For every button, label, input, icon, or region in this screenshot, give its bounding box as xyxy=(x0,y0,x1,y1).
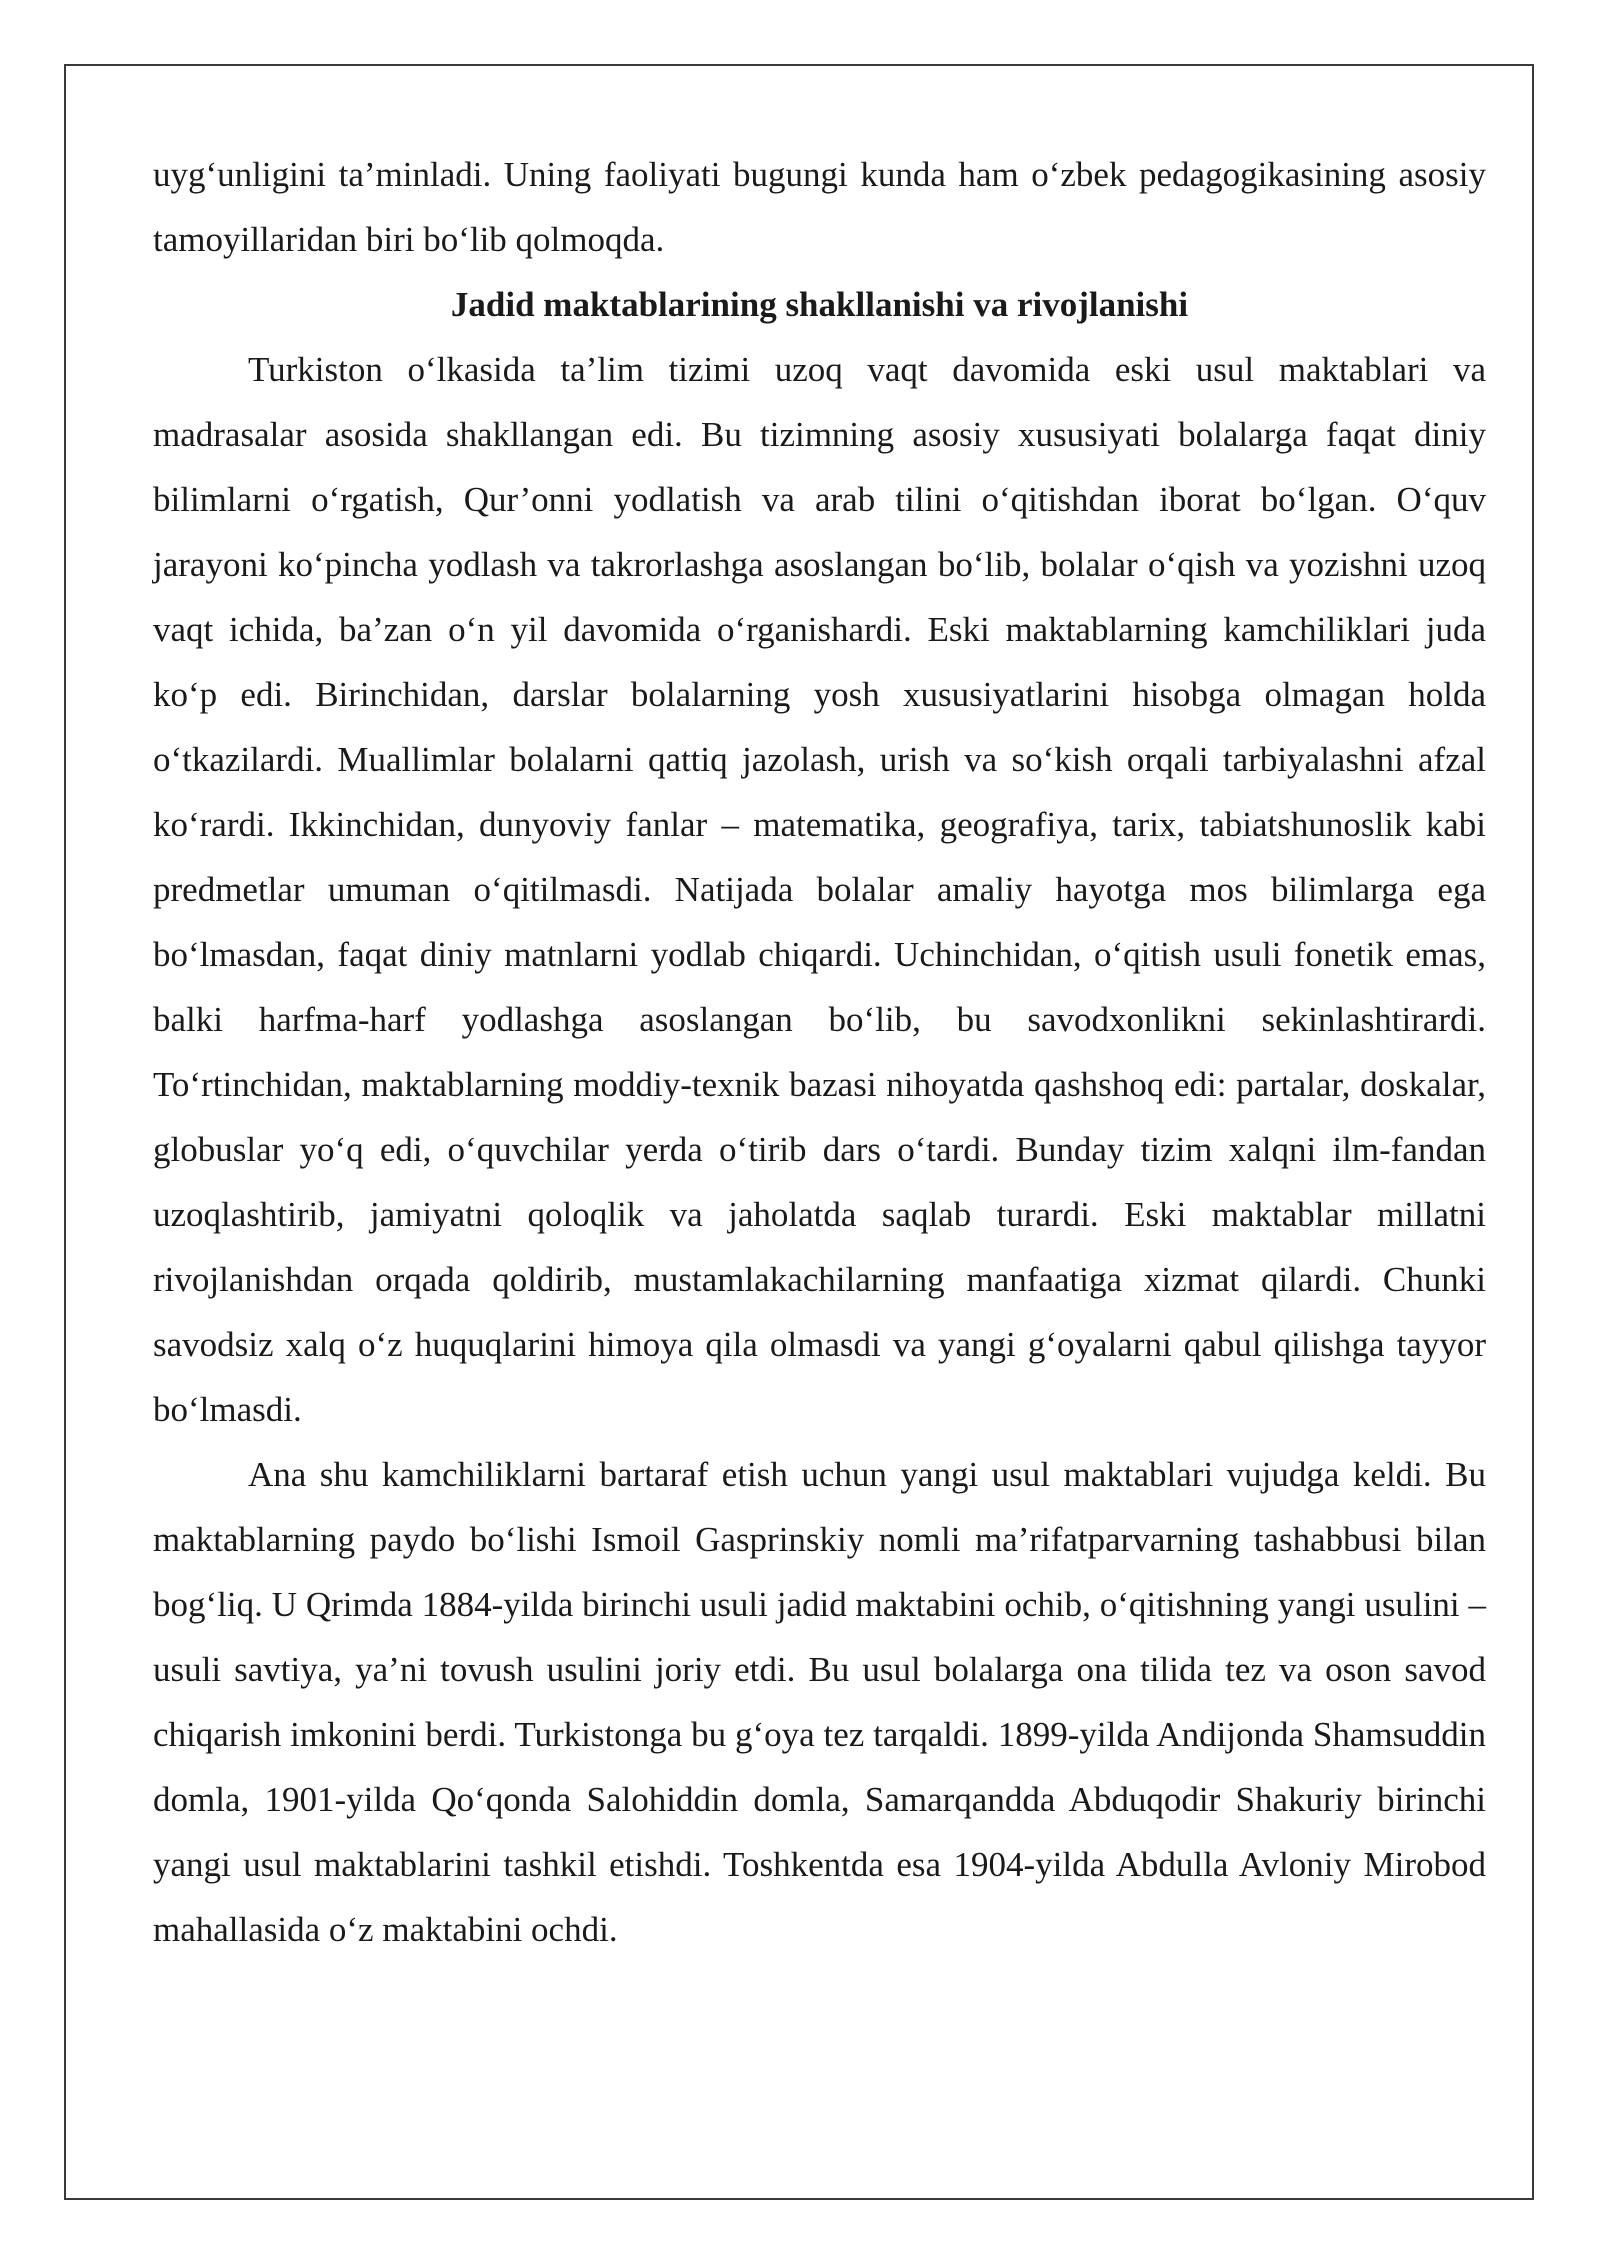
opening-paragraph: uyg‘unligini ta’minladi. Uning faoliyati bugungi kunda ham o‘zbek pedagogikasining asosiy tamoyillaridan biri bo‘lib qolmoqda. xyxy=(153,155,1486,259)
document-body xyxy=(153,142,1486,1962)
body-paragraph-2: Ana shu kamchiliklarni bartaraf etish uchun yangi usul maktablari vujudga keldi. Bu maktablarning paydo bo‘lishi Ismoil Gasprinskiy nomli ma’rifatparvarning tashabbusi bilan bog‘liq. U Qrimda 1884-yilda birinchi usuli jadid maktabini ochib, o‘qitishning yangi usulini – usuli savtiya, ya’ni tovush usulini joriy etdi. Bu usul bolalarga ona tilida tez va oson savod chiqarish imkonini berdi. Turkistonga bu g‘oya tez tarqaldi. 1899-yilda Andijonda Shamsuddin domla, 1901-yilda Qo‘qonda Salohiddin domla, Samarqandda Abduqodir Shakuriy birinchi yangi usul maktablarini tashkil etishdi. Toshkentda esa 1904-yilda Abdulla Avloniy Mirobod mahallasida o‘z maktabini ochdi. xyxy=(153,1455,1486,1949)
body-paragraph-1: Turkiston o‘lkasida ta’lim tizimi uzoq vaqt davomida eski usul maktablari va madrasalar asosida shakllangan edi. Bu tizimning asosiy xususiyati bolalarga faqat diniy bilimlarni o‘rgatish, Qur’onni yodlatish va arab tilini o‘qitishdan iborat bo‘lgan. O‘quv jarayoni ko‘pincha yodlash va takrorlashga asoslangan bo‘lib, bolalar o‘qish va yozishni uzoq vaqt ichida, ba’zan o‘n yil davomida o‘rganishardi. Eski maktablarning kamchiliklari juda ko‘p edi. Birinchidan, darslar bolalarning yosh xususiyatlarini hisobga olmagan holda o‘tkazilardi. Muallimlar bolalarni qattiq jazolash, urish va so‘kish orqali tarbiyalashni afzal ko‘rardi. Ikkinchidan, dunyoviy fanlar – matematika, geografiya, tarix, tabiatshunoslik kabi predmetlar umuman o‘qitilmasdi. Natijada bolalar amaliy hayotga mos bilimlarga ega bo‘lmasdan, faqat diniy matnlarni yodlab chiqardi. Uchinchidan, o‘qitish usuli fonetik emas, balki harfma-harf yodlashga asoslangan bo‘lib, bu savodxonlikni sekinlashtirardi. To‘rtinchidan, maktablarning moddiy-texnik bazasi nihoyatda qashshoq edi: partalar, doskalar, globuslar yo‘q edi, o‘quvchilar yerda o‘tirib dars o‘tardi. Bunday tizim xalqni ilm-fandan uzoqlashtirib, jamiyatni qoloqlik va jaholatda saqlab turardi. Eski maktablar millatni rivojlanishdan orqada qoldirib, mustamlakachilarning manfaatiga xizmat qilardi. Chunki savodsiz xalq o‘z huquqlarini himoya qila olmasdi va yangi g‘oyalarni qabul qilishga tayyor bo‘lmasdi. xyxy=(153,350,1486,1429)
section-heading: Jadid maktablarining shakllanishi va rivojlanishi xyxy=(450,285,1189,324)
